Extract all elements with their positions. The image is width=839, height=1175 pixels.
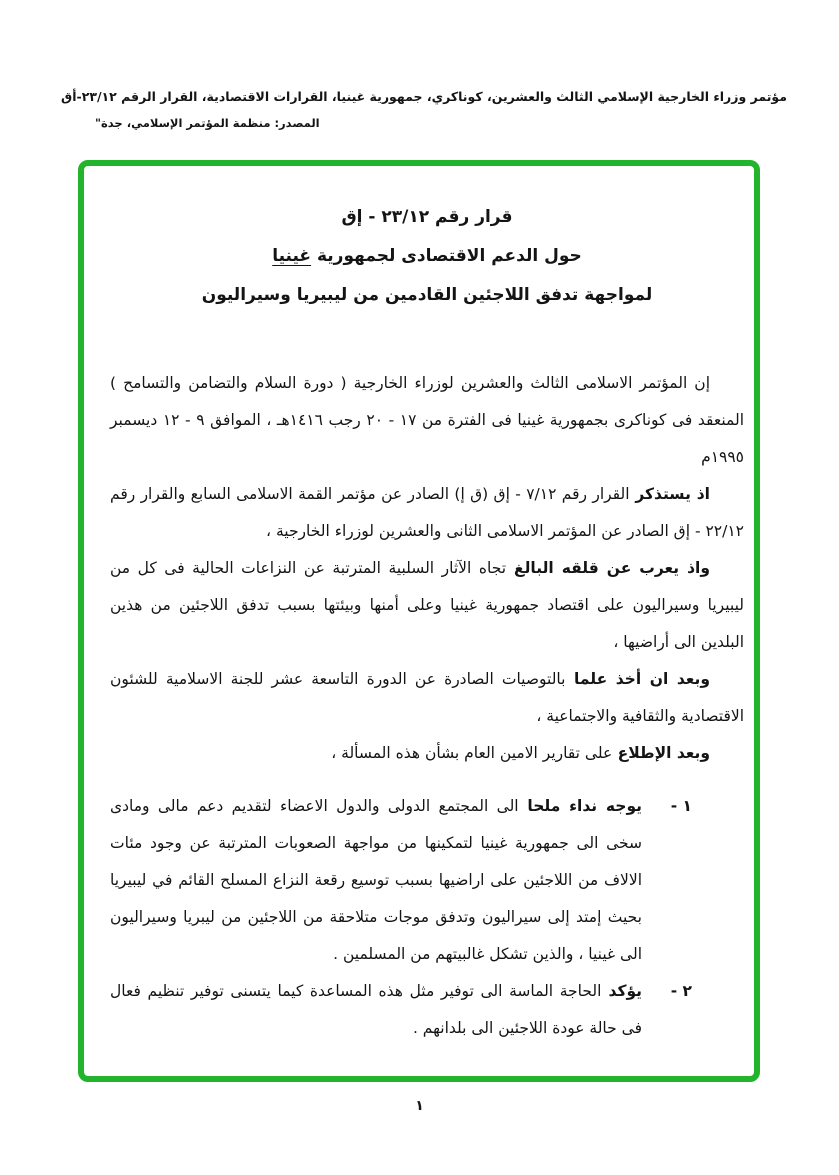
preamble-paragraph bbox=[110, 735, 744, 772]
operative-items-section bbox=[110, 788, 744, 1047]
text-segment: لمواجهة تدفق اللاجئين القادمين من ليبيريا وسيراليون bbox=[201, 285, 653, 305]
operative-item bbox=[110, 973, 692, 1047]
preamble-paragraph bbox=[110, 550, 744, 661]
text-segment: يؤكد bbox=[601, 982, 642, 1000]
text-segment: القرار رقم ٧/١٢ - إق (ق إ) الصادر عن مؤتمر القمة الاسلامى السابع والقرار رقم ٢٢/١٢ - إق الصادر عن المؤتمر الاسلامى الثانى والعشرين لوزراء الخارجية ، bbox=[110, 485, 744, 540]
text-segment: حول الدعم الاقتصادى لجمهورية bbox=[311, 246, 582, 266]
preamble-paragraph bbox=[110, 661, 744, 735]
text-segment: الى المجتمع الدولى والدول الاعضاء لتقديم دعم مالى ومادى سخى الى جمهورية غينيا لتمكينها من مواجهة الصعوبات المترتبة عن وجود مئات الالاف من اللاجئين على اراضيها بسبب توسيع رقعة النزاع المسلح القائم في ليبيريا بحيث إمتد إلى سيراليون وتدفق موجات متلاحقة من اللاجئين من ليبريا وسيراليون الى غينيا ، والذين تشكل غالبيتهم من المسلمين . bbox=[110, 797, 642, 963]
text-segment: وبعد ان أخذ علما bbox=[565, 670, 710, 688]
text-segment: على تقارير الامين العام بشأن هذه المسألة ، bbox=[331, 744, 613, 762]
text-segment: إن المؤتمر الاسلامى الثالث والعشرين لوزراء الخارجية ( دورة السلام والتضامن والتسامح ) المنعقد فى كوناكرى بجمهورية غينيا فى الفترة من ١٧ - ٢٠ رجب ١٤١٦هـ ، الموافق ٩ - ١٢ ديسمبر ١٩٩٥م bbox=[110, 374, 745, 466]
resolution-title bbox=[110, 198, 744, 315]
text-segment: قرار رقم ٢٣/١٢ - إق bbox=[341, 207, 513, 227]
preamble-paragraph bbox=[110, 476, 744, 550]
resolution-frame bbox=[78, 160, 760, 1082]
preamble-paragraph bbox=[110, 365, 744, 476]
header-reference-line: مؤتمر وزراء الخارجية الإسلامي الثالث والعشرين، كوناكري، جمهورية غينيا، القرارات الاقتصادية، القرار الرقم ٢٣/١٢-أق bbox=[61, 89, 787, 104]
item-text bbox=[110, 788, 642, 973]
page-number: ١ bbox=[415, 1098, 424, 1114]
text-segment: بالتوصيات الصادرة عن الدورة التاسعة عشر للجنة الاسلامية للشئون الاقتصادية والثقافية والاجتماعية ، bbox=[110, 670, 744, 725]
preamble-section bbox=[110, 365, 744, 772]
document-header bbox=[61, 88, 787, 130]
text-segment: واذ يعرب عن قلقه البالغ bbox=[506, 559, 710, 577]
resolution-number-line bbox=[110, 198, 744, 237]
text-segment: يوجه نداء ملحا bbox=[518, 797, 642, 815]
text-segment: غينيا bbox=[272, 246, 312, 266]
text-segment: اذ يستذكر bbox=[629, 485, 710, 503]
item-number: ٢ - bbox=[670, 982, 692, 1000]
resolution-subject-line bbox=[110, 237, 744, 276]
item-number: ١ - bbox=[670, 797, 692, 815]
operative-item bbox=[110, 788, 692, 973]
text-segment: وبعد الإطلاع bbox=[612, 744, 710, 762]
text-segment: تجاه الآثار السلبية المترتبة عن النزاعات الحالية فى كل من ليبيريا وسيراليون على اقتصاد جمهورية غينيا وعلى أمنها وبيئتها بسبب تدفق اللاجئين من هذين البلدين الى أراضيها ، bbox=[110, 559, 744, 651]
resolution-subtitle-line bbox=[110, 276, 744, 315]
header-source-line: المصدر: منظمة المؤتمر الإسلامي، جدة" bbox=[95, 116, 320, 130]
item-text bbox=[110, 973, 642, 1047]
text-segment: الحاجة الماسة الى توفير مثل هذه المساعدة كيما يتسنى توفير تنظيم فعال فى حالة عودة اللاجئين الى بلدانهم . bbox=[110, 982, 642, 1037]
